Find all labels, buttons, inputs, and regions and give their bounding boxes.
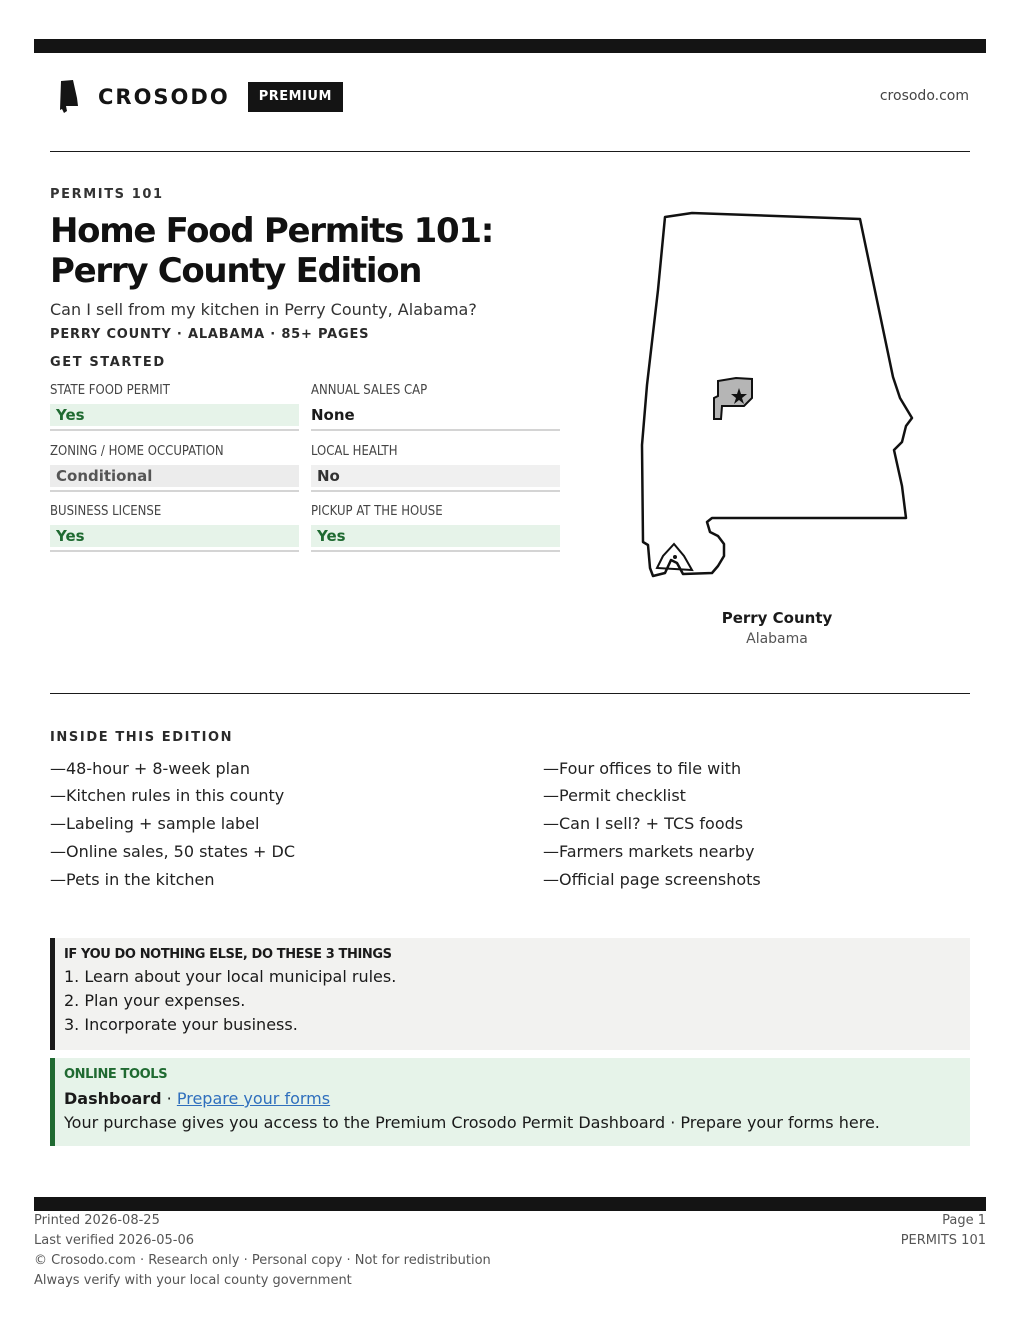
fact-rule bbox=[50, 550, 299, 552]
fact-annual-sales-cap bbox=[311, 382, 560, 431]
fact-pickup bbox=[311, 503, 560, 552]
toc-item: —Labeling + sample label bbox=[50, 814, 260, 833]
map-state-label: Alabama bbox=[746, 631, 808, 647]
subtitle: Can I sell from my kitchen in Perry County, Alabama? bbox=[50, 300, 477, 319]
fact-rule bbox=[311, 490, 560, 492]
get-started-heading: GET STARTED bbox=[50, 355, 166, 370]
toc-item: —Farmers markets nearby bbox=[543, 842, 755, 861]
fact-state-food-permit bbox=[50, 382, 299, 431]
online-tools-callout bbox=[50, 1058, 970, 1146]
brand[interactable] bbox=[58, 80, 343, 114]
toc-item: —Permit checklist bbox=[543, 786, 686, 805]
separator: · bbox=[161, 1089, 177, 1108]
eyebrow: PERMITS 101 bbox=[50, 187, 164, 202]
online-tools-heading: ONLINE TOOLS bbox=[64, 1067, 168, 1082]
prepare-forms-link[interactable]: Prepare your forms bbox=[176, 1089, 331, 1108]
fact-value: None bbox=[311, 406, 355, 424]
online-tools-links bbox=[64, 1089, 970, 1108]
toc-item: —Official page screenshots bbox=[543, 870, 761, 889]
fact-zoning bbox=[50, 443, 299, 492]
mobile-marker bbox=[673, 555, 677, 559]
dashboard-label[interactable]: Dashboard bbox=[64, 1089, 162, 1108]
callout-item: 3. Incorporate your business. bbox=[64, 1015, 298, 1034]
callout-item: 2. Plan your expenses. bbox=[64, 991, 246, 1010]
fact-value: Yes bbox=[311, 525, 560, 547]
fact-rule bbox=[311, 550, 560, 552]
premium-badge: PREMIUM bbox=[248, 82, 343, 112]
bottom-bar bbox=[34, 1197, 986, 1211]
copyright: © Crosodo.com · Research only · Personal copy · Not for redistribution bbox=[34, 1253, 491, 1268]
fact-label: ZONING / HOME OCCUPATION bbox=[50, 444, 224, 459]
fact-label: LOCAL HEALTH bbox=[311, 444, 398, 459]
alabama-map bbox=[630, 205, 930, 585]
fact-label: PICKUP AT THE HOUSE bbox=[311, 504, 443, 519]
perry-county-shape bbox=[714, 378, 752, 419]
fact-rule bbox=[50, 490, 299, 492]
site-url[interactable]: crosodo.com bbox=[879, 88, 969, 104]
disclaimer: Always verify with your local county government bbox=[34, 1273, 352, 1288]
toc-item: —Can I sell? + TCS foods bbox=[543, 814, 744, 833]
online-tools-description: Your purchase gives you access to the Premium Crosodo Permit Dashboard · Prepare your forms here. bbox=[64, 1113, 880, 1132]
callout-heading: IF YOU DO NOTHING ELSE, DO THESE 3 THINGS bbox=[64, 947, 392, 962]
toc-item: —48-hour + 8-week plan bbox=[50, 759, 250, 778]
section-divider bbox=[50, 693, 970, 694]
toc-item: —Pets in the kitchen bbox=[50, 870, 215, 889]
toc-item: —Four offices to file with bbox=[543, 759, 742, 778]
fact-label: ANNUAL SALES CAP bbox=[311, 383, 428, 398]
alabama-logo-icon bbox=[58, 80, 80, 114]
fact-value: Conditional bbox=[50, 465, 299, 487]
map-county-label: Perry County bbox=[721, 609, 833, 627]
verified-date: Last verified 2026-05-06 bbox=[34, 1233, 194, 1248]
fact-label: STATE FOOD PERMIT bbox=[50, 383, 170, 398]
fact-value: No bbox=[311, 465, 560, 487]
fact-rule bbox=[50, 429, 299, 431]
callout-item: 1. Learn about your local municipal rules. bbox=[64, 967, 397, 986]
three-things-callout bbox=[50, 938, 970, 1050]
top-bar bbox=[34, 39, 986, 53]
footer-right bbox=[901, 1211, 986, 1251]
toc-item: —Kitchen rules in this county bbox=[50, 786, 285, 805]
alabama-outline bbox=[642, 213, 912, 576]
fact-local-health bbox=[311, 443, 560, 492]
fact-label: BUSINESS LICENSE bbox=[50, 504, 162, 519]
printed-date: Printed 2026-08-25 bbox=[34, 1213, 160, 1228]
header-divider bbox=[50, 151, 970, 152]
meta-line: PERRY COUNTY · ALABAMA · 85+ PAGES bbox=[50, 327, 370, 342]
fact-rule bbox=[311, 429, 560, 431]
inside-edition-heading: INSIDE THIS EDITION bbox=[50, 730, 234, 745]
page-title: Home Food Permits 101: Perry County Edition bbox=[50, 211, 494, 291]
brand-name: CROSODO bbox=[98, 85, 230, 109]
toc-item: —Online sales, 50 states + DC bbox=[50, 842, 296, 861]
page-number: Page 1 bbox=[942, 1213, 986, 1228]
fact-value: Yes bbox=[50, 525, 299, 547]
footer-section: PERMITS 101 bbox=[900, 1233, 986, 1248]
footer-left bbox=[34, 1211, 491, 1291]
fact-business-license bbox=[50, 503, 299, 552]
fact-value: Yes bbox=[50, 404, 299, 426]
